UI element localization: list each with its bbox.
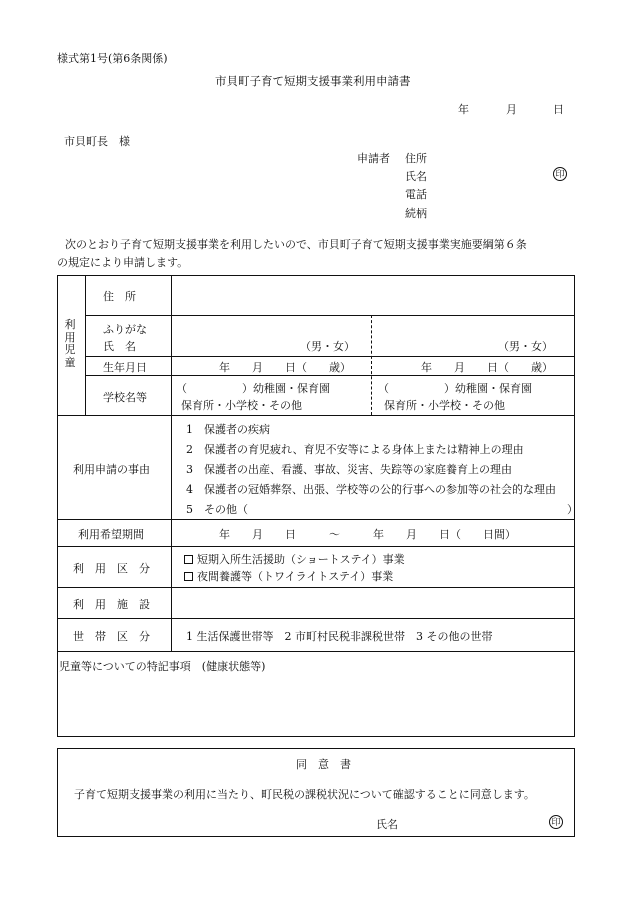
- reason-label: 利用申請の事由: [73, 463, 150, 476]
- form-number: 様式第1号(第6条関係): [57, 52, 168, 65]
- reason-2: 2 保護者の育児疲れ、育児不安等による身体上または精神上の理由: [186, 443, 524, 456]
- applicant-name-label: 氏名: [405, 170, 427, 183]
- twilightstay-checkbox[interactable]: [184, 572, 193, 581]
- shortstay-checkbox[interactable]: [184, 555, 193, 564]
- date-day-label: 日: [553, 103, 564, 116]
- child-2-school-line-1: （ ）幼稚園・保育園: [378, 382, 532, 395]
- period-format: 年 月 日 ～ 年 月 日（ 日間）: [219, 528, 516, 541]
- child-1-birth: 年 月 日（ 歳）: [219, 361, 351, 374]
- category-twilightstay[interactable]: 夜間養護等（トワイライトステイ）事業: [184, 568, 393, 584]
- date-month-label: 月: [506, 103, 517, 116]
- facility-label: 利 用 施 設: [73, 598, 150, 611]
- child-2-gender: （男・女）: [498, 340, 553, 353]
- child-2-school-line-2: 保育所・小学校・その他: [384, 399, 505, 412]
- form-title: 市貝町子育て短期支援事業利用申請書: [215, 74, 411, 88]
- reason-4: 4 保護者の冠婚葬祭、出張、学校等の公的行事への参加等の社会的な理由: [186, 483, 556, 496]
- category-shortstay[interactable]: 短期入所生活援助（ショートステイ）事業: [184, 551, 405, 567]
- child-2-birth: 年 月 日（ 歳）: [421, 361, 553, 374]
- child-school-label: 学校名等: [103, 391, 147, 404]
- consent-text: 子育て短期支援事業の利用に当たり、町民税の課税状況について確認することに同意します。: [74, 788, 535, 801]
- child-1-gender: （男・女）: [300, 340, 355, 353]
- period-label: 利用希望期間: [78, 528, 144, 541]
- child-furigana-label: ふりがな: [103, 323, 147, 336]
- category-label: 利 用 区 分: [73, 562, 150, 575]
- intro-line-1: 次のとおり子育て短期支援事業を利用したいので、市貝町子育て短期支援事業実施要綱第６条: [65, 238, 527, 251]
- applicant-seal: 印: [553, 167, 567, 181]
- applicant-phone-label: 電話: [405, 188, 427, 201]
- reason-1: 1 保護者の疾病: [186, 423, 270, 436]
- child-address-label: 住 所: [103, 290, 136, 303]
- reason-5: 5 その他（ ）: [186, 503, 578, 516]
- child-1-school-line-1: （ ）幼稚園・保育園: [176, 382, 330, 395]
- child-group-label: 利用児童: [64, 318, 76, 369]
- applicant-address-label: 住所: [405, 152, 427, 165]
- child-name-label: 氏 名: [103, 340, 136, 353]
- intro-line-2: の規定により申請します。: [57, 256, 189, 269]
- household-label: 世 帯 区 分: [73, 630, 150, 643]
- applicant-label: 申請者: [357, 152, 390, 165]
- child-1-school-line-2: 保育所・小学校・その他: [181, 399, 302, 412]
- addressee: 市貝町長 様: [64, 135, 130, 148]
- consent-title: 同 意 書: [296, 758, 351, 771]
- applicant-relation-label: 続柄: [405, 207, 427, 220]
- household-options: 1 生活保護世帯等 2 市町村民税非課税世帯 3 その他の世帯: [186, 630, 493, 643]
- child-birth-label: 生年月日: [103, 361, 147, 374]
- reason-3: 3 保護者の出産、看護、事故、災害、失踪等の家庭養育上の理由: [186, 463, 512, 476]
- notes-label: 児童等についての特記事項 (健康状態等): [59, 660, 266, 673]
- date-year-label: 年: [458, 103, 469, 116]
- consent-seal: 印: [549, 815, 563, 829]
- consent-name-label: 氏名: [376, 818, 398, 831]
